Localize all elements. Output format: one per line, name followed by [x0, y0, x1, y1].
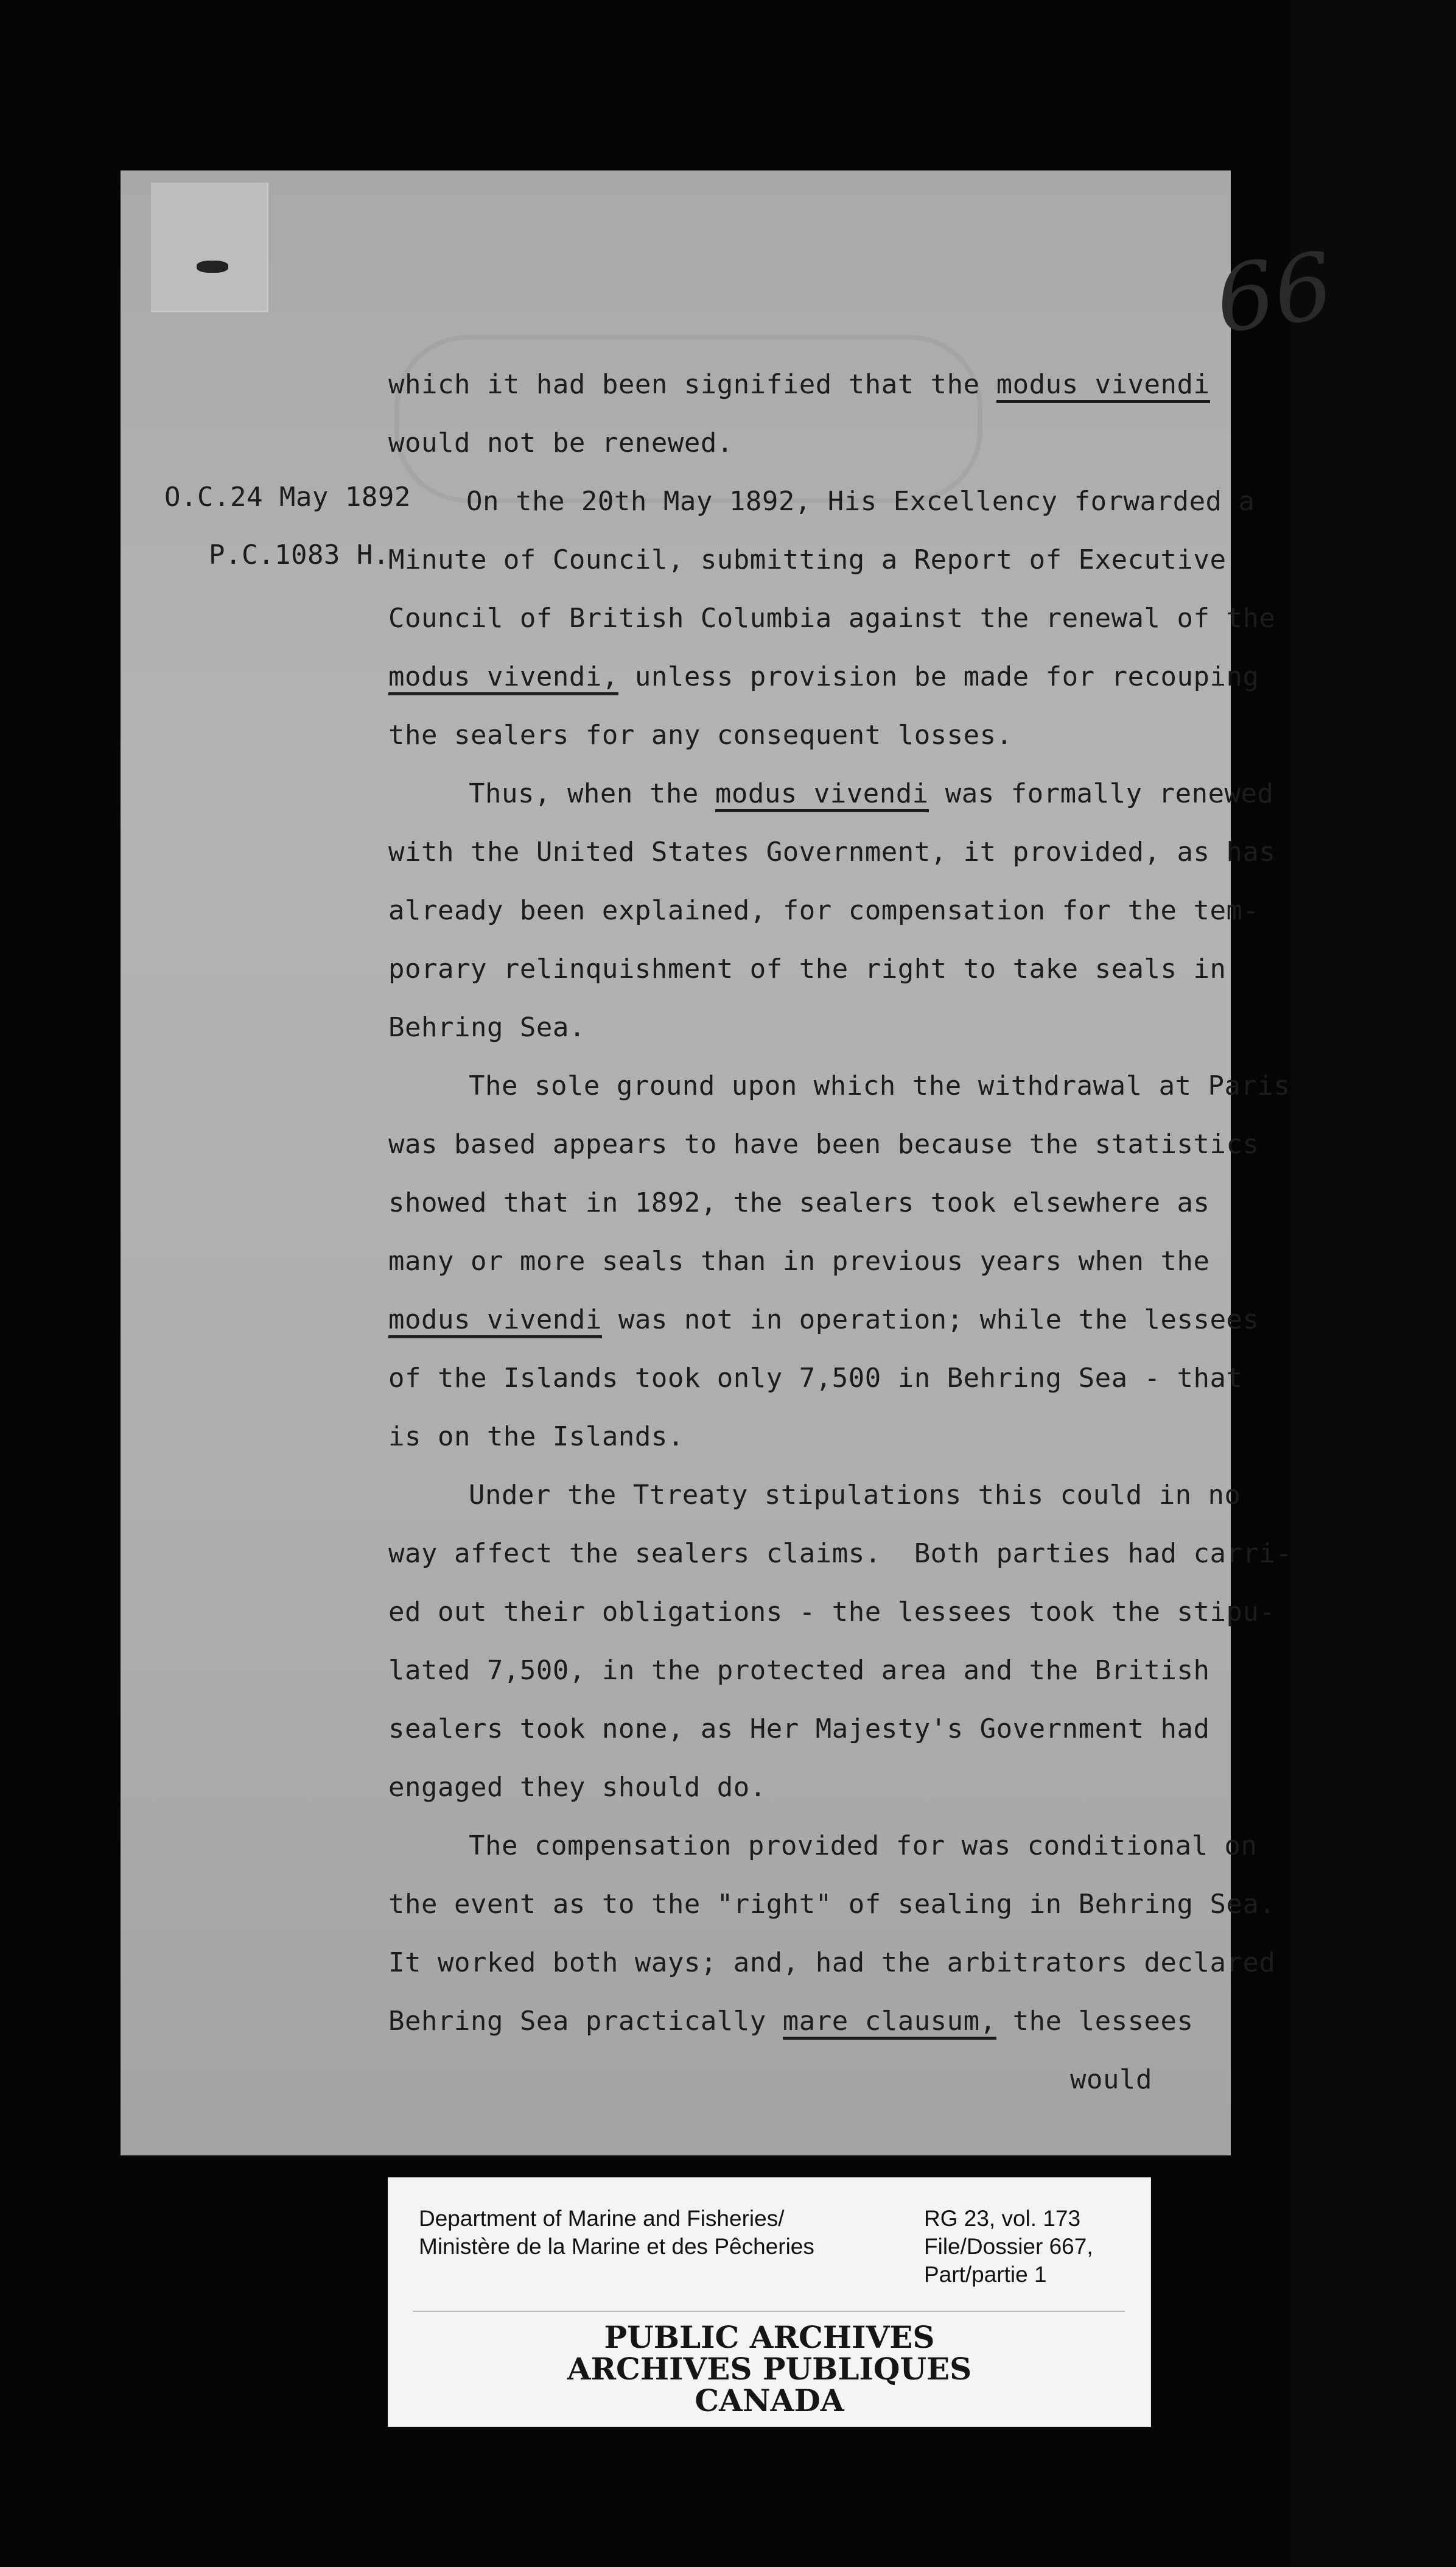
- faded-stamp-mark: [394, 335, 982, 503]
- text-line: [388, 1365, 1243, 1392]
- text-line: [388, 1596, 1276, 1628]
- text-run: way affect the sealers claims. Both parties had carri-: [388, 1538, 1292, 1569]
- film-frame-border: [1290, 0, 1456, 2567]
- text-run: was based appears to have been because the statistics: [388, 1129, 1259, 1160]
- text-line: [388, 722, 1013, 749]
- text-run: would not be renewed.: [388, 427, 733, 458]
- text-run: engaged they should do.: [388, 1772, 766, 1803]
- text-run: already been explained, for compensation for the tem-: [388, 895, 1259, 926]
- text-run: ed out their obligations - the lessees took the stipu-: [388, 1596, 1276, 1628]
- archives-stamp: [388, 2319, 1150, 2418]
- text-run: was not in operation; while the lessees: [601, 1304, 1259, 1335]
- margin-note: O.C.24 May 1892: [164, 482, 411, 513]
- reference-file: File/Dossier 667,: [924, 2234, 1093, 2259]
- text-line: [388, 1774, 766, 1801]
- text-run: which it had been signified that the: [388, 369, 996, 400]
- text-run: sealers took none, as Her Majesty's Government had: [388, 1713, 1210, 1744]
- text-line: [388, 1014, 586, 1041]
- text-line: [388, 1421, 684, 1452]
- margin-note: P.C.1083 H.: [209, 539, 390, 571]
- text-line: [388, 1657, 1210, 1684]
- reference-block: [924, 2205, 1093, 2289]
- text-run: lated 7,500, in the protected area and the British: [388, 1655, 1210, 1686]
- text-line: [469, 778, 1274, 809]
- text-line: [388, 1304, 1259, 1335]
- text-run: The sole ground upon which the withdrawal at Paris: [469, 1070, 1290, 1101]
- text-run: would: [1070, 2064, 1152, 2095]
- typewritten-page: [121, 170, 1340, 2155]
- text-run: many or more seals than in previous years when the: [388, 1246, 1210, 1277]
- text-line: [388, 661, 1259, 692]
- corner-patch: [151, 183, 268, 312]
- stamp-country: CANADA: [695, 2383, 844, 2418]
- folio-number: 66: [1209, 233, 1340, 354]
- text-run: the sealers for any consequent losses.: [388, 720, 1013, 751]
- text-run: showed that in 1892, the sealers took elsewhere as: [388, 1187, 1210, 1218]
- text-run: with the United States Government, it provided, as has: [388, 837, 1276, 868]
- text-run: It worked both ways; and, had the arbitrators declared: [388, 1947, 1276, 1978]
- text-line: [388, 1947, 1276, 1978]
- text-line: [388, 1891, 1275, 1918]
- reference-part: Part/partie 1: [924, 2262, 1047, 2287]
- reference-volume: RG 23, vol. 173: [924, 2206, 1081, 2231]
- text-line: [388, 544, 1227, 575]
- text-line: [388, 1248, 1210, 1275]
- underlined-term: modus vivendi: [388, 1304, 602, 1338]
- text-line: [388, 839, 1275, 866]
- text-run: Behring Sea practically: [388, 2006, 783, 2037]
- text-line: [469, 1070, 1290, 1101]
- text-line: [469, 1830, 1258, 1861]
- text-run: Council of British Columbia against the renewal of the: [388, 603, 1276, 634]
- text-line: [388, 605, 1275, 632]
- text-line: [388, 1187, 1210, 1218]
- text-run: of the Islands took only 7,500 in Behring Sea - that: [388, 1363, 1243, 1394]
- department-english: Department of Marine and Fisheries/: [419, 2206, 785, 2231]
- text-run: was formally renewed: [928, 778, 1274, 809]
- text-line: [388, 897, 1259, 924]
- underlined-term: modus vivendi,: [388, 661, 618, 695]
- text-line: [1070, 2064, 1152, 2095]
- text-line: [388, 1713, 1210, 1744]
- department-french: Ministère de la Marine et des Pêcheries: [419, 2234, 814, 2259]
- text-line: [388, 427, 733, 458]
- archive-label: [388, 2178, 1150, 2426]
- text-run: Under the Ttreaty stipulations this could in no: [469, 1480, 1241, 1511]
- text-run: Thus, when the: [469, 778, 715, 809]
- stamp-english: PUBLIC ARCHIVES: [604, 2319, 935, 2355]
- text-run: unless provision be made for recouping: [618, 661, 1259, 692]
- corner-mark-icon: [197, 261, 228, 273]
- text-run: porary relinquishment of the right to take seals in: [388, 953, 1227, 985]
- text-line: [388, 953, 1227, 985]
- underlined-term: modus vivendi: [715, 778, 929, 812]
- text-line: [388, 371, 1210, 398]
- text-line: [388, 1540, 1292, 1567]
- text-run: Behring Sea.: [388, 1012, 586, 1043]
- department-block: [419, 2205, 814, 2261]
- label-divider: [413, 2311, 1125, 2312]
- text-line: [469, 1482, 1241, 1509]
- text-line: [466, 488, 1255, 515]
- text-run: On the 20th May 1892, His Excellency forwarded a: [466, 486, 1255, 517]
- underlined-term: modus vivendi: [996, 369, 1210, 403]
- text-line: [388, 2008, 1194, 2035]
- text-run: The compensation provided for was conditional on: [469, 1830, 1258, 1861]
- text-run: the event as to the "right" of sealing in Behring Sea.: [388, 1889, 1276, 1920]
- underlined-term: mare clausum,: [783, 2006, 996, 2040]
- text-run: is on the Islands.: [388, 1421, 684, 1452]
- text-line: [388, 1131, 1259, 1158]
- stamp-french: ARCHIVES PUBLIQUES: [567, 2351, 972, 2387]
- text-run: the lessees: [996, 2006, 1194, 2037]
- text-run: Minute of Council, submitting a Report of Executive: [388, 544, 1227, 575]
